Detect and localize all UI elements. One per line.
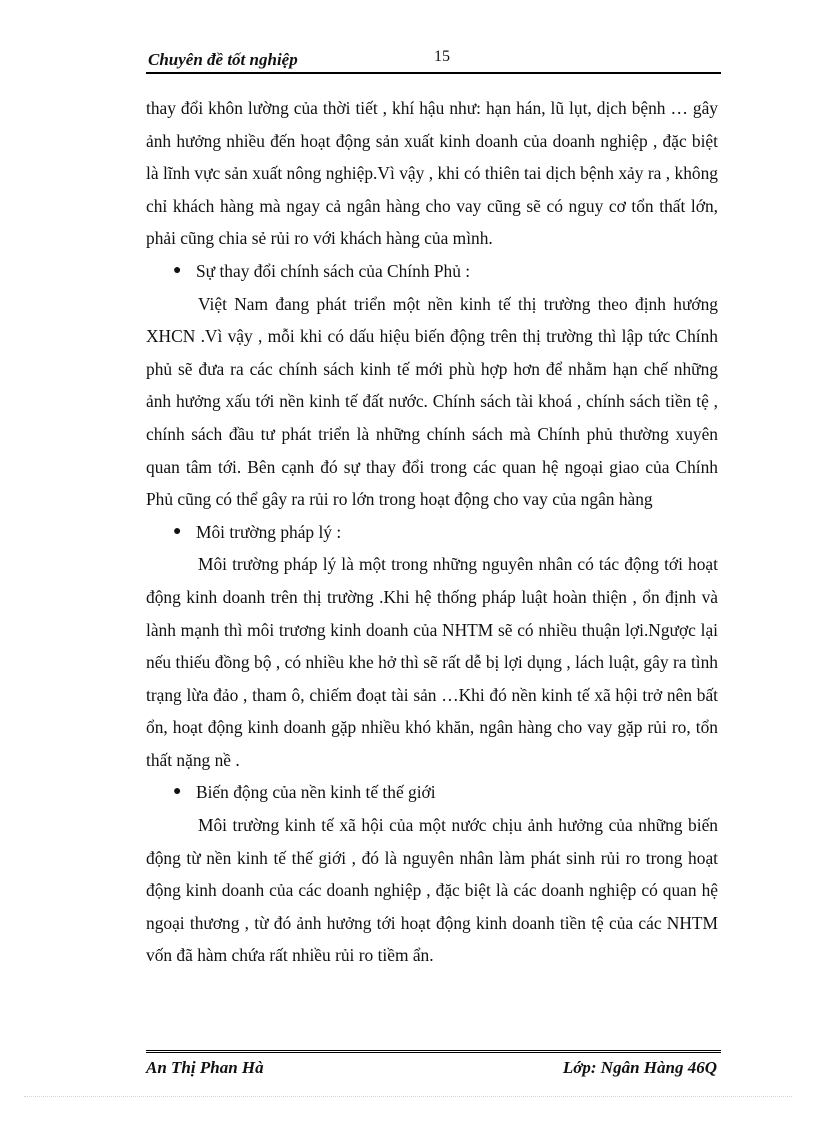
bullet-item	[146, 516, 718, 549]
paragraph: Môi trường kinh tế xã hội của một nước chịu ảnh hưởng của những biến động từ nền kinh tế thế giới , đó là nguyên nhân làm phát sinh rủi ro trong hoạt động kinh doanh của các doanh nghiệp , đặc biệt là các doanh nghiệp có quan hệ ngoại thương , từ đó ảnh hưởng tới hoạt động kinh doanh tiền tệ của các NHTM vốn đã hàm chứa rất nhiều rủi ro tiềm ẩn.	[146, 815, 718, 966]
footer-author: An Thị Phan Hà	[146, 1058, 264, 1077]
bullet-text: Biến động của nền kinh tế thế giới	[196, 782, 436, 803]
paragraph: Môi trường pháp lý là một trong những nguyên nhân có tác động tới hoạt động kinh doanh trên thị trường .Khi hệ thống pháp luật hoàn thiện , ổn định và lành mạnh thì môi trương kinh doanh của NHTM sẽ có nhiều thuận lợi.Ngược lại nếu thiếu đồng bộ , có nhiều khe hở thì sẽ rất dễ bị lợi dụng , lách luật, gây ra tình trạng lừa đảo , tham ô, chiếm đoạt tài sản …Khi đó nền kinh tế xã hội trở nên bất ổn, hoạt động kinh doanh gặp nhiều khó khăn, ngân hàng cho vay gặp rủi ro, tổn thất nặng nề .	[146, 554, 718, 770]
document-body	[146, 92, 718, 972]
paragraph: thay đổi khôn lường của thời tiết , khí hậu như: hạn hán, lũ lụt, dịch bệnh … gây ảnh hưởng nhiều đến hoạt động sản xuất kinh doanh của doanh nghiệp , đặc biệt là lĩnh vực sản xuất nông nghiệp.Vì vậy , khi có thiên tai dịch bệnh xảy ra , không chỉ khách hàng mà ngay cả ngân hàng cho vay cũng sẽ có nguy cơ tổn thất lớn, phải cũng chia sẻ rủi ro với khách hàng của mình.	[146, 98, 718, 249]
document-title: Chuyên đề tốt nghiệp	[148, 50, 298, 69]
page-number: 15	[434, 48, 450, 65]
bullet-icon: ●	[173, 262, 182, 278]
footer-class: Lớp: Ngân Hàng 46Q	[562, 1058, 717, 1077]
bullet-icon: ●	[173, 523, 182, 539]
bullet-text: Môi trường pháp lý :	[196, 521, 342, 542]
bullet-item	[146, 255, 718, 288]
bullet-icon: ●	[173, 784, 182, 800]
paragraph: Việt Nam đang phát triển một nền kinh tế thị trường theo định hướng XHCN .Vì vậy , mỗi khi có dấu hiệu biến động trên thị trường thì lập tức Chính phủ sẽ đưa ra các chính sách kinh tế mới phù hợp hơn để nhằm hạn chế những ảnh hưởng xấu tới nền kinh tế đất nước. Chính sách tài khoá , chính sách tiền tệ , chính sách đầu tư phát triển là những chính sách mà Chính phủ thường xuyên quan tâm tới. Bên cạnh đó sự thay đổi trong các quan hệ ngoại giao của Chính Phủ cũng có thể gây ra rủi ro lớn trong hoạt động cho vay của ngân hàng	[146, 293, 718, 510]
page-header	[146, 46, 721, 74]
bullet-text: Sự thay đổi chính sách của Chính Phủ :	[196, 260, 471, 281]
page-edge-divider	[24, 1096, 792, 1097]
page-footer	[146, 1050, 721, 1081]
bullet-item	[146, 776, 718, 809]
